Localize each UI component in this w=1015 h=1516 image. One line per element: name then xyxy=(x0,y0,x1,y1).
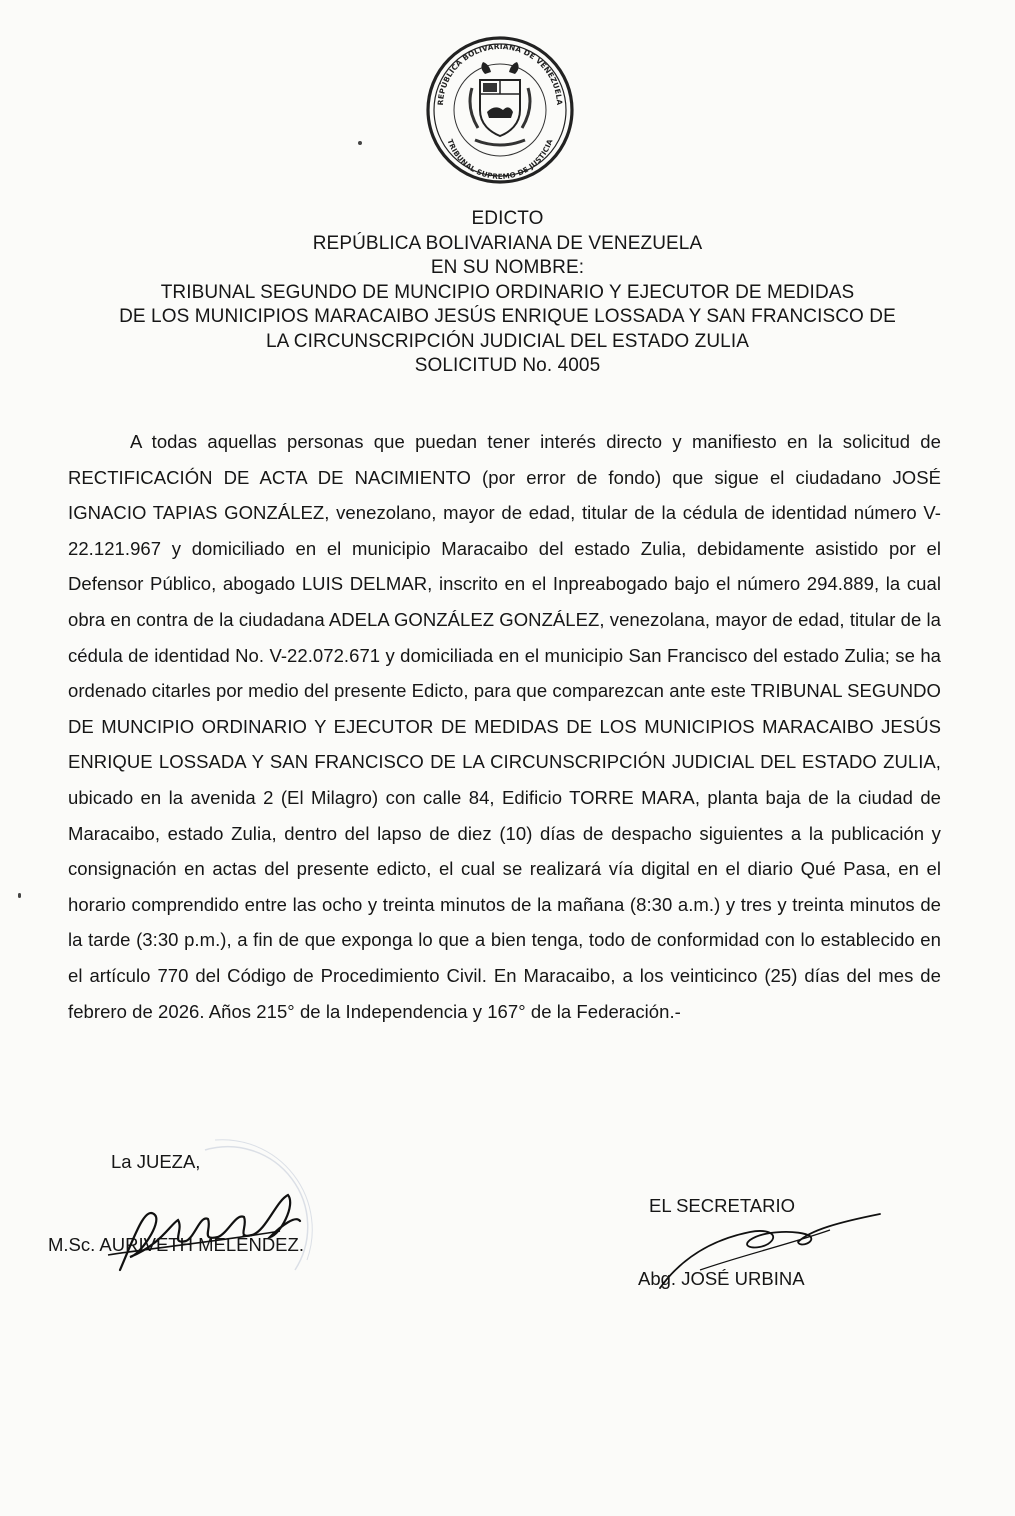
judge-title: La JUEZA, xyxy=(111,1151,201,1172)
header-line-title: EDICTO xyxy=(471,208,544,229)
faint-stamp xyxy=(195,1130,315,1290)
seal-bottom-text: TRIBUNAL SUPREMO DE JUSTICIA xyxy=(445,137,555,182)
ink-speck xyxy=(358,141,362,145)
secretary-title: EL SECRETARIO xyxy=(649,1195,795,1216)
court-seal xyxy=(425,28,575,188)
secretary-name: Abg. JOSÉ URBINA xyxy=(638,1268,805,1289)
header-line-court-1: TRIBUNAL SEGUNDO DE MUNCIPIO ORDINARIO Y EJECUTOR DE MEDIDAS xyxy=(160,281,855,303)
ink-speck xyxy=(18,893,21,898)
header-line-request: SOLICITUD No. 4005 xyxy=(414,355,601,376)
header-line-court-3: LA CIRCUNSCRIPCIÓN JUDICIAL DEL ESTADO ZULIA xyxy=(265,330,749,352)
header-line-name: EN SU NOMBRE: xyxy=(430,257,585,278)
edict-body xyxy=(68,424,941,1029)
header-line-court-2: DE LOS MUNICIPIOS MARACAIBO JESÚS ENRIQUE LOSSADA Y SAN FRANCISCO DE xyxy=(119,306,896,327)
header-line-republic: REPÚBLICA BOLIVARIANA DE VENEZUELA xyxy=(312,232,703,254)
seal-top-text: REPÚBLICA BOLIVARIANA DE VENEZUELA xyxy=(435,41,565,106)
edict-header xyxy=(60,207,955,379)
svg-text:REPÚBLICA BOLIVARIANA DE VENEZ xyxy=(436,42,564,106)
judge-name: M.Sc. AURIVETH MELÉNDEZ. xyxy=(48,1234,304,1255)
body-paragraph: A todas aquellas personas que puedan tener interés directo y manifiesto en la solicitud de RECTIFICACIÓN DE ACTA DE NACIMIENTO (por error de fondo) que sigue el ciudadano JOSÉ IGNACIO TAPIAS GONZÁLEZ, venezolano, mayor de edad, titular de la cédula de identidad número V-22.121.967 y domiciliado en el municipio Maracaibo del estado Zulia, debidamente asistido por el Defensor Público, abogado LUIS DELMAR, inscrito en el Inpreabogado bajo el número 294.889, la cual obra en contra de la ciudadana ADELA GONZÁLEZ GONZÁLEZ, venezolana, mayor de edad, titular de la cédula de identidad No. V-22.072.671 y domiciliada en el municipio San Francisco del estado Zulia; se ha ordenado citarles por medio del presente Edicto, para que comparezcan ante este TRIBUNAL SEGUNDO DE MUNCIPIO ORDINARIO Y EJECUTOR DE MEDIDAS DE LOS MUNICIPIOS MARACAIBO JESÚS ENRIQUE LOSSADA Y SAN FRANCISCO DE LA CIRCUNSCRIPCIÓN JUDICIAL DEL ESTADO ZULIA, ubicado en la avenida 2 (El Milagro) con calle 84, Edificio TORRE MARA, planta baja de la ciudad de Maracaibo, estado Zulia, dentro del lapso de diez (10) días de despacho siguientes a la publicación y consignación en actas del presente edicto, el cual se realizará vía digital en el diario Qué Pasa, en el horario comprendido entre las ocho y treinta minutos de la mañana (8:30 a.m.) y tres y treinta minutos de la tarde (3:30 p.m.), a fin de que exponga lo que a bien tenga, todo de conformidad con lo establecido en el artículo 770 del Código de Procedimiento Civil. En Maracaibo, a los veinticinco (25) días del mes de febrero de 2026. Años 215° de la Independencia y 167° de la Federación.- xyxy=(68,431,941,1022)
